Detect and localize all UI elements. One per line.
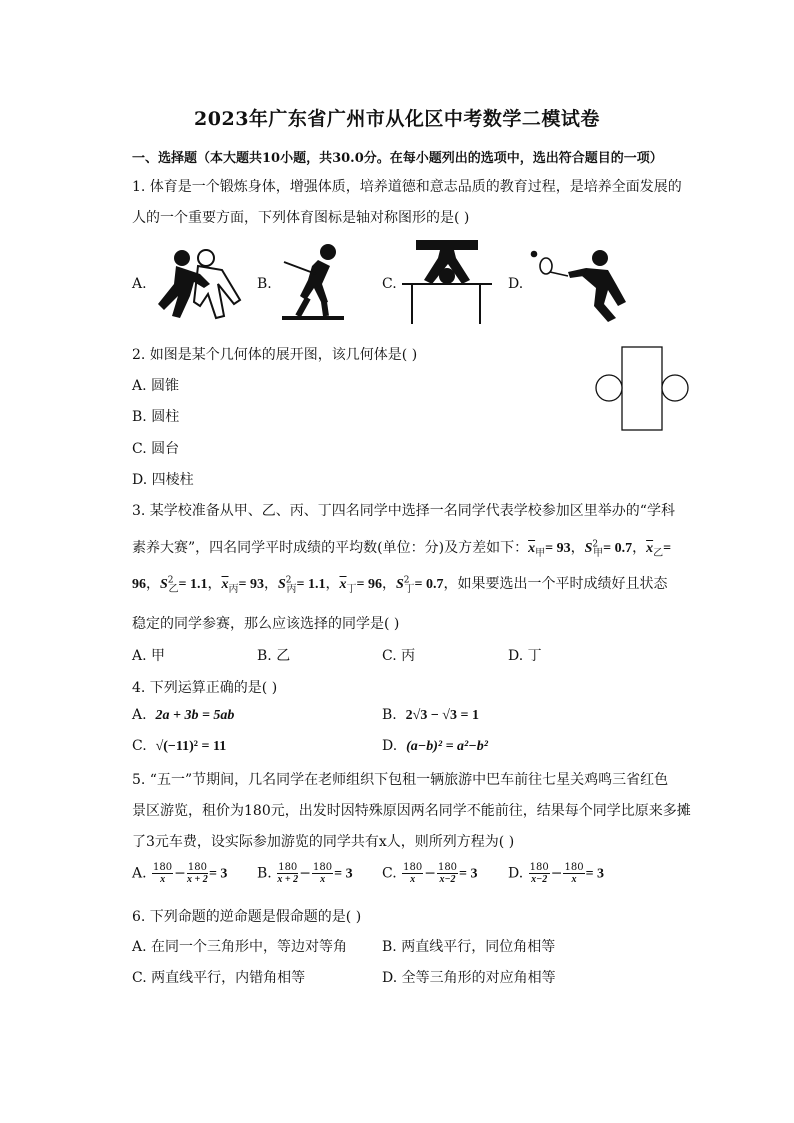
fraction: $\frac{180}{x + 2}$ — [277, 862, 299, 885]
q1-stem-line2: 人的一个重要方面，下列体育图标是轴对称图形的是( ) — [132, 210, 470, 226]
xbar-jia-value: = 93 — [545, 541, 571, 556]
q6-option-d: D. 全等三角形的对应角相等 — [382, 970, 556, 986]
q4-stem: 4. 下列运算正确的是( ) — [132, 680, 278, 696]
q4-option-c-expr: √(−11)² = 11 — [155, 739, 227, 754]
s-bing-value: = 1.1 — [296, 577, 326, 592]
q5-option-a: A. $\frac{180}{x}$ − $\frac{180}{x + 2}$ = 3 — [132, 862, 228, 885]
page-title: 2023年广东省广州市从化区中考数学二模试卷 — [194, 108, 600, 130]
cylinder-net-figure — [594, 346, 690, 432]
q5-option-b-label: B. — [257, 865, 272, 882]
q6-stem: 6. 下列命题的逆命题是假命题的是( ) — [132, 909, 362, 925]
q4-option-b: B. 2√3 − √3 = 1 — [382, 707, 479, 723]
fraction: $\frac{180}{x}$ — [403, 862, 423, 885]
variance-symbol: S — [584, 541, 593, 556]
q3-stem-line2-text: 素养大赛”，四名同学平时成绩的平均数(单位：分)及方差如下： — [132, 540, 529, 556]
xbar-symbol-yi: $\overline{x}$ — [646, 541, 654, 556]
q3-stem-line4: 稳定的同学参赛，那么应该选择的同学是( ) — [132, 616, 400, 632]
q3-stem-line3-tail: 如果要选出一个平时成绩好且状态 — [457, 576, 668, 592]
fraction: $\frac{180}{x-2}$ — [437, 862, 458, 885]
q3-stem-line1: 3. 某学校准备从甲、乙、丙、丁四名同学中选择一名同学代表学校参加区里举办的“学科 — [132, 503, 675, 519]
q4-option-d-expr: (a−b)² = a²−b² — [406, 739, 488, 754]
q5-stem-line1: 5. “五一”节期间，几名同学在老师组织下包租一辆旅游中巴车前往七星关鸡鸣三省红色 — [132, 772, 669, 788]
q4-option-b-expr: 2√3 − √3 = 1 — [405, 708, 479, 723]
q5-stem-line2: 景区游览，租价为180元，出发时因特殊原因两名同学不能前往，结果每个同学比原来多摊 — [132, 803, 691, 819]
q3-stem-line3: 96，$S^2_乙= 1.1$，$\overline{x}_丙= 93$，$S^2_丙= 1.1$，$\overline{x}_丁= 96$，$S^2_丁= 0.7$，如果要选出一个平时成绩好且状态 — [132, 575, 668, 595]
q2-option-b: B. 圆柱 — [132, 409, 180, 425]
q3-stem-line2: 素养大赛”，四名同学平时成绩的平均数(单位：分)及方差如下：$\overline{x}_甲= 93$，$S^2_甲= 0.7$，$\overline{x}_乙=$ — [132, 539, 672, 559]
q4-option-c: C. √(−11)² = 11 — [132, 738, 227, 754]
q3-option-c: C. 丙 — [382, 648, 416, 664]
badminton-icon — [528, 244, 630, 322]
q2-stem: 2. 如图是某个几何体的展开图，该几何体是( ) — [132, 347, 418, 363]
s-yi-value: = 1.1 — [178, 577, 208, 592]
s-ding-value: = 0.7 — [414, 577, 444, 592]
q3-option-b: B. 乙 — [257, 648, 291, 664]
q6-option-b: B. 两直线平行，同位角相等 — [382, 939, 556, 955]
fraction: $\frac{180}{x}$ — [313, 862, 333, 885]
q6-option-a: A. 在同一个三角形中，等边对等角 — [132, 939, 348, 955]
q5-option-c-label: C. — [382, 865, 397, 882]
q5-stem-line3: 了3元车费，设实际参加游览的同学共有x人，则所列方程为( ) — [132, 834, 515, 850]
fraction: $\frac{180}{x}$ — [153, 862, 173, 885]
q5-option-a-label: A. — [132, 865, 147, 882]
section-header: 一、选择题（本大题共10小题，共30.0分。在每小题列出的选项中，选出符合题目的一项） — [132, 151, 663, 166]
q2-option-a: A. 圆锥 — [132, 378, 180, 394]
fraction: $\frac{180}{x}$ — [564, 862, 584, 885]
q3-option-d: D. 丁 — [508, 648, 542, 664]
q1-stem-line1: 1. 体育是一个锻炼身体，增强体质，培养道德和意志品质的教育过程，是培养全面发展的 — [132, 179, 682, 195]
xbar-symbol: $\overline{x}$ — [528, 541, 536, 556]
skiing-icon — [278, 240, 348, 322]
wrestling-icon — [150, 244, 246, 324]
q4-option-a: A. 2a + 3b = 5ab — [132, 707, 235, 723]
q5-option-c: C. $\frac{180}{x}$ − $\frac{180}{x-2}$ = 3 — [382, 862, 478, 885]
q1-option-a-label: A. — [132, 276, 147, 292]
s-jia-value: = 0.7 — [603, 541, 633, 556]
gymnastics-icon — [400, 236, 494, 326]
q1-option-c-label: C. — [382, 276, 397, 292]
q1-option-d-label: D. — [508, 276, 524, 292]
q5-option-d: D. $\frac{180}{x-2}$ − $\frac{180}{x}$ = 3 — [508, 862, 605, 885]
q1-option-b-label: B. — [257, 276, 272, 292]
xbar-bing-value: = 93 — [238, 577, 264, 592]
q2-option-d: D. 四棱柱 — [132, 472, 194, 488]
xbar-ding-value: = 96 — [356, 577, 382, 592]
q5-option-b: B. $\frac{180}{x + 2}$ − $\frac{180}{x}$ = 3 — [257, 862, 353, 885]
q6-option-c: C. 两直线平行，内错角相等 — [132, 970, 306, 986]
q3-option-a: A. 甲 — [132, 648, 166, 664]
q5-option-d-label: D. — [508, 865, 524, 882]
fraction: $\frac{180}{x + 2}$ — [187, 862, 208, 885]
q4-option-d: D. (a−b)² = a²−b² — [382, 738, 488, 754]
fraction: $\frac{180}{x-2}$ — [529, 862, 549, 885]
xbar-yi-value: 96 — [132, 577, 146, 592]
q2-option-c: C. 圆台 — [132, 441, 180, 457]
q4-option-a-expr: 2a + 3b = 5ab — [155, 708, 235, 723]
